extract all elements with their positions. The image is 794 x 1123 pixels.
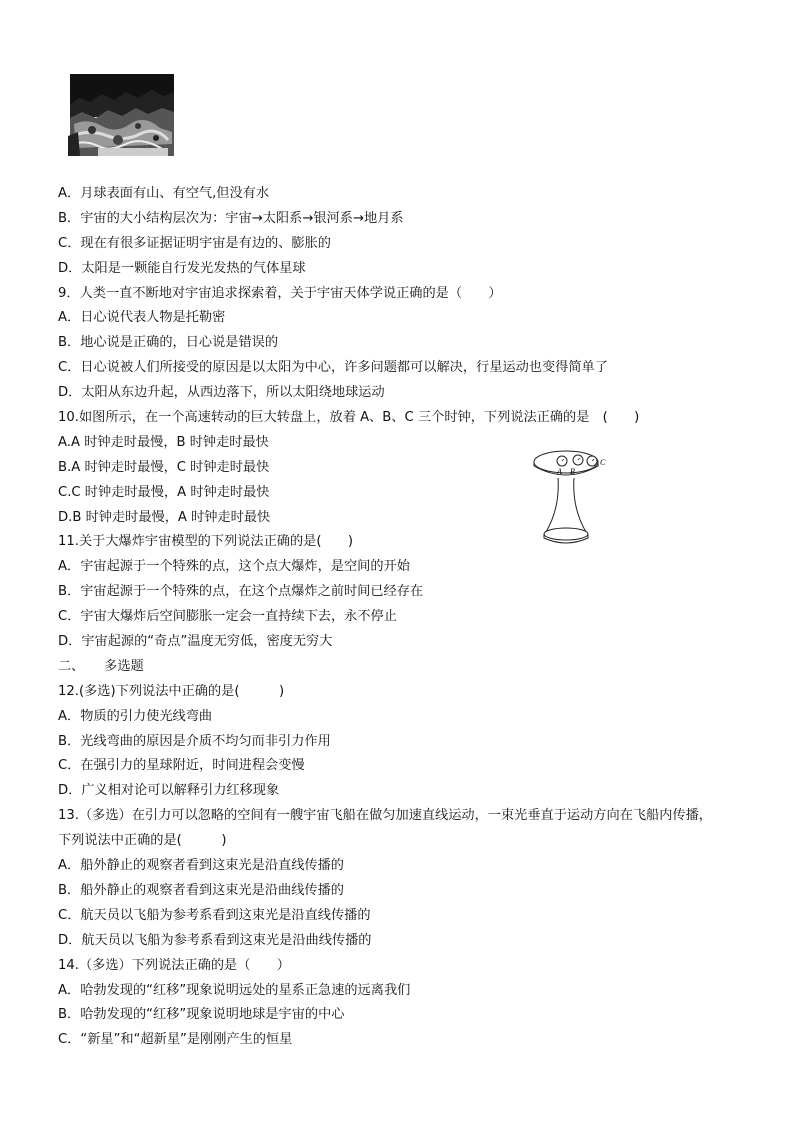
q14-option-b: B．哈勃发现的“红移”现象说明地球是宇宙的中心 [58, 1007, 345, 1023]
clock-label-b: B [570, 467, 575, 476]
q12-option-d: D．广义相对论可以解释引力红移现象 [58, 783, 280, 799]
q9-stem: 9．人类一直不断地对宇宙追求探索着，关于宇宙天体学说正确的是（ ） [58, 285, 502, 301]
q10-option-d: D.B 时钟走时最慢，A 时钟走时最快 [58, 509, 271, 525]
q11-option-c: C．宇宙大爆炸后空间膨胀一定会一直持续下去，永不停止 [58, 609, 397, 625]
q13-option-b: B．船外静止的观察者看到这束光是沿曲线传播的 [58, 882, 344, 898]
q13-option-c: C．航天员以飞船为参考系看到这束光是沿直线传播的 [58, 907, 371, 923]
moon-surface-photo [68, 74, 176, 156]
q14-stem: 14.（多选）下列说法正确的是（ ） [58, 957, 290, 973]
q12-option-c: C．在强引力的星球附近，时间进程会变慢 [58, 758, 305, 774]
q10-stem: 10.如图所示，在一个高速转动的巨大转盘上，放着 A、B、C 三个时钟，下列说法正确的是 ( ) [58, 410, 640, 426]
question-content [58, 182, 758, 1053]
q12-option-b: B．光线弯曲的原因是介质不均匀而非引力作用 [58, 733, 331, 749]
clock-label-c: C [600, 458, 606, 467]
q9-option-c: C．日心说被人们所接受的原因是以太阳为中心，许多问题都可以解决，行星运动也变得简单了 [58, 360, 608, 376]
q8-option-c: C．现在有很多证据证明宇宙是有边的、膨胀的 [58, 235, 331, 251]
clock-label-a: A [557, 467, 562, 476]
q10-option-a: A.A 时钟走时最慢，B 时钟走时最快 [58, 434, 269, 450]
q13-option-a: A．船外静止的观察者看到这束光是沿直线传播的 [58, 858, 344, 874]
q10-option-c: C.C 时钟走时最慢，A 时钟走时最快 [58, 484, 270, 500]
q8-option-b: B．宇宙的大小结构层次为：宇宙→太阳系→银河系→地月系 [58, 210, 404, 226]
q8-option-d: D．太阳是一颗能自行发光发热的气体星球 [58, 260, 306, 276]
q9-option-d: D．太阳从东边升起，从西边落下，所以太阳绕地球运动 [58, 385, 385, 401]
q13-stem-line2: 下列说法中正确的是( ) [58, 833, 227, 849]
turntable-figure [520, 448, 620, 548]
q9-option-b: B．地心说是正确的，日心说是错误的 [58, 335, 279, 351]
q11-option-b: B．宇宙起源于一个特殊的点，在这个点爆炸之前时间已经存在 [58, 584, 424, 600]
q11-option-a: A．宇宙起源于一个特殊的点，这个点大爆炸，是空间的开始 [58, 559, 410, 575]
q13-option-d: D．航天员以飞船为参考系看到这束光是沿曲线传播的 [58, 932, 372, 948]
section-heading-multi-choice: 二、 多选题 [58, 658, 144, 674]
q14-option-c: C．“新星”和“超新星”是刚刚产生的恒星 [58, 1032, 293, 1048]
q14-option-a: A．哈勃发现的“红移”现象说明远处的星系正急速的远离我们 [58, 982, 411, 998]
q12-option-a: A．物质的引力使光线弯曲 [58, 708, 213, 724]
q10-option-b: B.A 时钟走时最慢，C 时钟走时最快 [58, 459, 270, 475]
q11-option-d: D．宇宙起源的“奇点”温度无穷低，密度无穷大 [58, 634, 333, 650]
q8-option-a: A．月球表面有山、有空气,但没有水 [58, 186, 270, 201]
q13-stem-line1: 13.（多选）在引力可以忽略的空间有一艘宇宙飞船在做匀加速直线运动，一束光垂直于运动方向在飞船内传播， [58, 808, 712, 824]
q12-stem: 12.(多选)下列说法中正确的是( ) [58, 683, 285, 699]
q11-stem: 11.关于大爆炸宇宙模型的下列说法正确的是( ) [58, 534, 354, 550]
q9-option-a: A．日心说代表人物是托勒密 [58, 310, 226, 326]
